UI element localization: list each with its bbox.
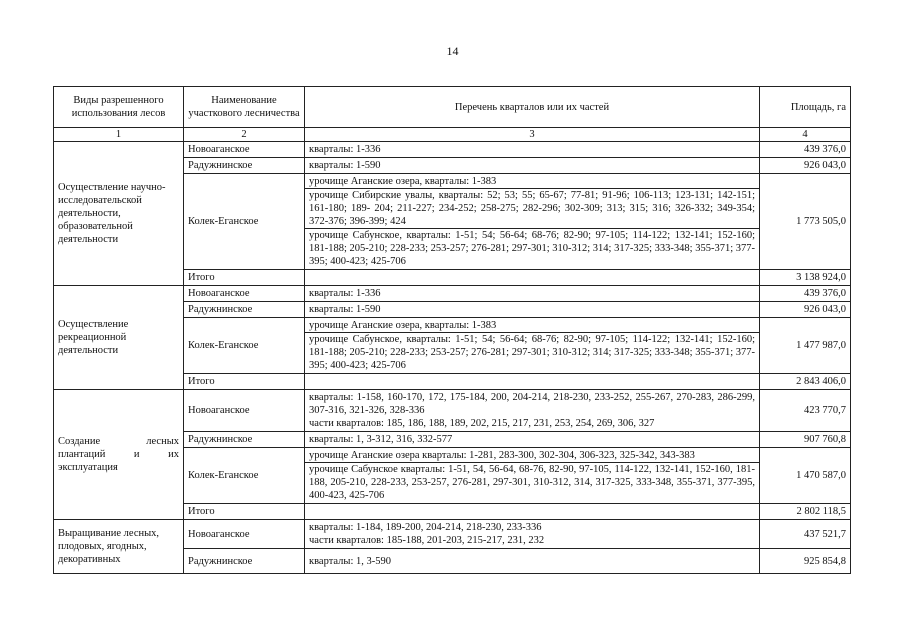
area-cell: 439 376,0	[760, 286, 851, 302]
table-row	[54, 142, 851, 158]
header-area: Площадь, га	[760, 87, 851, 128]
quarters-cell: кварталы: 1-590	[305, 158, 760, 174]
forestry-cell: Новоаганское	[184, 520, 305, 549]
quarters-cell	[305, 390, 760, 432]
forest-use-table	[53, 86, 851, 574]
quarters-line: урочище Аганские озера, кварталы: 1-383	[309, 176, 497, 187]
forestry-cell: Радужнинское	[184, 302, 305, 318]
total-area: 3 138 924,0	[760, 270, 851, 286]
quarters-cell-empty	[305, 270, 760, 286]
quarters-cell	[305, 174, 760, 270]
quarters-cell: кварталы: 1-590	[305, 302, 760, 318]
area-cell: 1 773 505,0	[760, 174, 851, 270]
use-type-cell: Осуществление рекреационной деятельности	[54, 286, 184, 390]
area-cell: 926 043,0	[760, 158, 851, 174]
total-area: 2 843 406,0	[760, 374, 851, 390]
column-number-row	[54, 128, 851, 142]
forestry-cell: Новоаганское	[184, 286, 305, 302]
forestry-cell: Колек-Еганское	[184, 174, 305, 270]
area-cell: 907 760,8	[760, 432, 851, 448]
area-cell: 423 770,7	[760, 390, 851, 432]
column-number: 3	[305, 128, 760, 142]
use-type-cell: Создание лесных плантаций и их эксплуатация	[54, 390, 184, 520]
forestry-cell: Новоаганское	[184, 142, 305, 158]
quarters-line: части кварталов: 185, 186, 188, 189, 202, 215, 217, 231, 253, 254, 269, 306, 327	[309, 418, 655, 429]
quarters-line: урочище Сабунское, кварталы: 1-51; 54; 56-64; 68-76; 82-90; 97-105; 114-122; 132-141; 152-160; 181-188; 205-210; 228-233; 253-257; 276-281; 297-301; 310-312; 314; 317-325; 333-348; 355-371; 377-395; 400-423; 425-706	[305, 228, 759, 268]
forestry-cell: Новоаганское	[184, 390, 305, 432]
quarters-cell: кварталы: 1-336	[305, 286, 760, 302]
quarters-line: урочище Сабунское кварталы: 1-51, 54, 56-64, 68-76, 82-90, 97-105, 114-122, 132-141, 152-160, 181-188, 205-210, 228-233, 253-257, 276-281, 297-301, 310-312, 314, 317-325, 333-348, 355-371, 377-395, 400-423, 425-706	[305, 462, 759, 502]
quarters-line: кварталы: 1-158, 160-170, 172, 175-184, 200, 204-214, 218-230, 233-252, 255-267, 270-283, 286-299, 307-316, 321-326, 328-336	[309, 392, 755, 416]
quarters-cell	[305, 448, 760, 504]
column-number: 1	[54, 128, 184, 142]
total-label: Итого	[184, 374, 305, 390]
header-quarters: Перечень кварталов или их частей	[305, 87, 760, 128]
forestry-cell: Колек-Еганское	[184, 448, 305, 504]
quarters-line: урочище Аганские озера, кварталы: 1-383	[309, 320, 497, 331]
quarters-cell: кварталы: 1, 3-590	[305, 549, 760, 574]
area-cell: 439 376,0	[760, 142, 851, 158]
forestry-cell: Радужнинское	[184, 432, 305, 448]
quarters-cell	[305, 318, 760, 374]
total-label: Итого	[184, 270, 305, 286]
column-number: 2	[184, 128, 305, 142]
quarters-line: кварталы: 1-184, 189-200, 204-214, 218-230, 233-336	[309, 522, 542, 533]
forestry-cell: Колек-Еганское	[184, 318, 305, 374]
table-row	[54, 286, 851, 302]
quarters-cell-empty	[305, 504, 760, 520]
table-header-row	[54, 87, 851, 128]
quarters-line: части кварталов: 185-188, 201-203, 215-217, 231, 232	[309, 535, 545, 546]
forestry-cell: Радужнинское	[184, 549, 305, 574]
quarters-line: урочище Сабунское, кварталы: 1-51; 54; 56-64; 68-76; 82-90; 97-105; 114-122; 132-141; 152-160; 181-188; 205-210; 228-233; 253-257; 276-281; 297-301; 310-312; 314; 317-325; 333-348; 355-371; 377-395; 400-423; 425-706	[305, 332, 759, 372]
column-number: 4	[760, 128, 851, 142]
area-cell: 925 854,8	[760, 549, 851, 574]
table-row	[54, 390, 851, 432]
quarters-line: урочище Сибирские увалы, кварталы: 52; 53; 55; 65-67; 77-81; 91-96; 106-113; 123-131; 142-151; 161-180; 189- 204; 211-227; 234-252; 258-275; 282-296; 302-309; 313; 315; 316; 326-332; 349-354; 372-376; 396-399; 424	[305, 188, 759, 228]
table-row	[54, 520, 851, 549]
quarters-cell: кварталы: 1-336	[305, 142, 760, 158]
area-cell: 1 477 987,0	[760, 318, 851, 374]
quarters-cell: кварталы: 1, 3-312, 316, 332-577	[305, 432, 760, 448]
quarters-line: урочище Аганские озера кварталы: 1-281, 283-300, 302-304, 306-323, 325-342, 343-383	[309, 450, 695, 461]
quarters-cell-empty	[305, 374, 760, 390]
use-type-cell: Осуществление научно-исследовательской деятельности, образовательной деятельности	[54, 142, 184, 286]
forestry-cell: Радужнинское	[184, 158, 305, 174]
header-forestry: Наименование участкового лесничества	[184, 87, 305, 128]
use-type-cell: Выращивание лесных, плодовых, ягодных, декоративных	[54, 520, 184, 574]
quarters-cell	[305, 520, 760, 549]
area-cell: 1 470 587,0	[760, 448, 851, 504]
total-area: 2 802 118,5	[760, 504, 851, 520]
area-cell: 437 521,7	[760, 520, 851, 549]
header-use-type: Виды разрешенного использования лесов	[54, 87, 184, 128]
page-number: 14	[446, 44, 459, 58]
total-label: Итого	[184, 504, 305, 520]
area-cell: 926 043,0	[760, 302, 851, 318]
